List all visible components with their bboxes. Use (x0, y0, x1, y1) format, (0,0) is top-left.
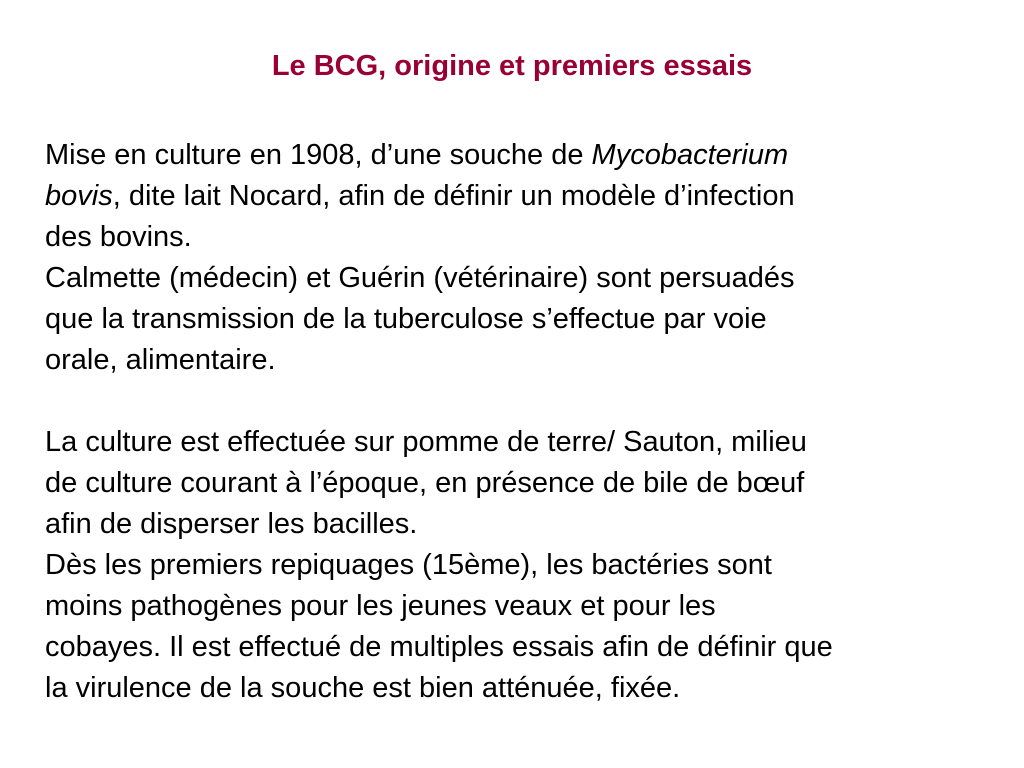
paragraph-1-text: , dite lait Nocard, afin de définir un modèle d’infection (112, 180, 795, 212)
paragraph-2-line-2: que la transmission de la tuberculose s’effectue par voie (45, 303, 767, 335)
paragraph-2-line-1: Calmette (médecin) et Guérin (vétérinaire) sont persuadés (45, 262, 795, 294)
paragraph-1-line-3: des bovins. (45, 221, 192, 253)
paragraph-3-line-3: afin de disperser les bacilles. (45, 508, 418, 540)
slide-title: Le BCG, origine et premiers essais (271, 50, 753, 82)
paragraph-1-line-2 (45, 176, 995, 217)
species-name-epithet: bovis (45, 180, 113, 212)
slide-body (45, 135, 995, 709)
paragraph-4-line-2: moins pathogènes pour les jeunes veaux et pour les (45, 590, 716, 622)
paragraph-1-text: Mise en culture en 1908, d’une souche de (45, 139, 592, 171)
paragraph-3-line-2: de culture courant à l’époque, en présence de bile de bœuf (45, 467, 805, 499)
paragraph-spacer (45, 381, 995, 422)
paragraph-2-line-3: orale, alimentaire. (45, 344, 276, 376)
paragraph-4-line-4: la virulence de la souche est bien atténuée, fixée. (45, 672, 681, 704)
paragraph-3-line-1: La culture est effectuée sur pomme de terre/ Sauton, milieu (45, 426, 807, 458)
paragraph-4-line-3: cobayes. Il est effectué de multiples essais afin de définir que (45, 631, 833, 663)
paragraph-4-line-1: Dès les premiers repiquages (15ème), les bactéries sont (45, 549, 772, 581)
paragraph-1-line-1 (45, 135, 995, 176)
species-name-genus: Mycobacterium (591, 139, 789, 171)
